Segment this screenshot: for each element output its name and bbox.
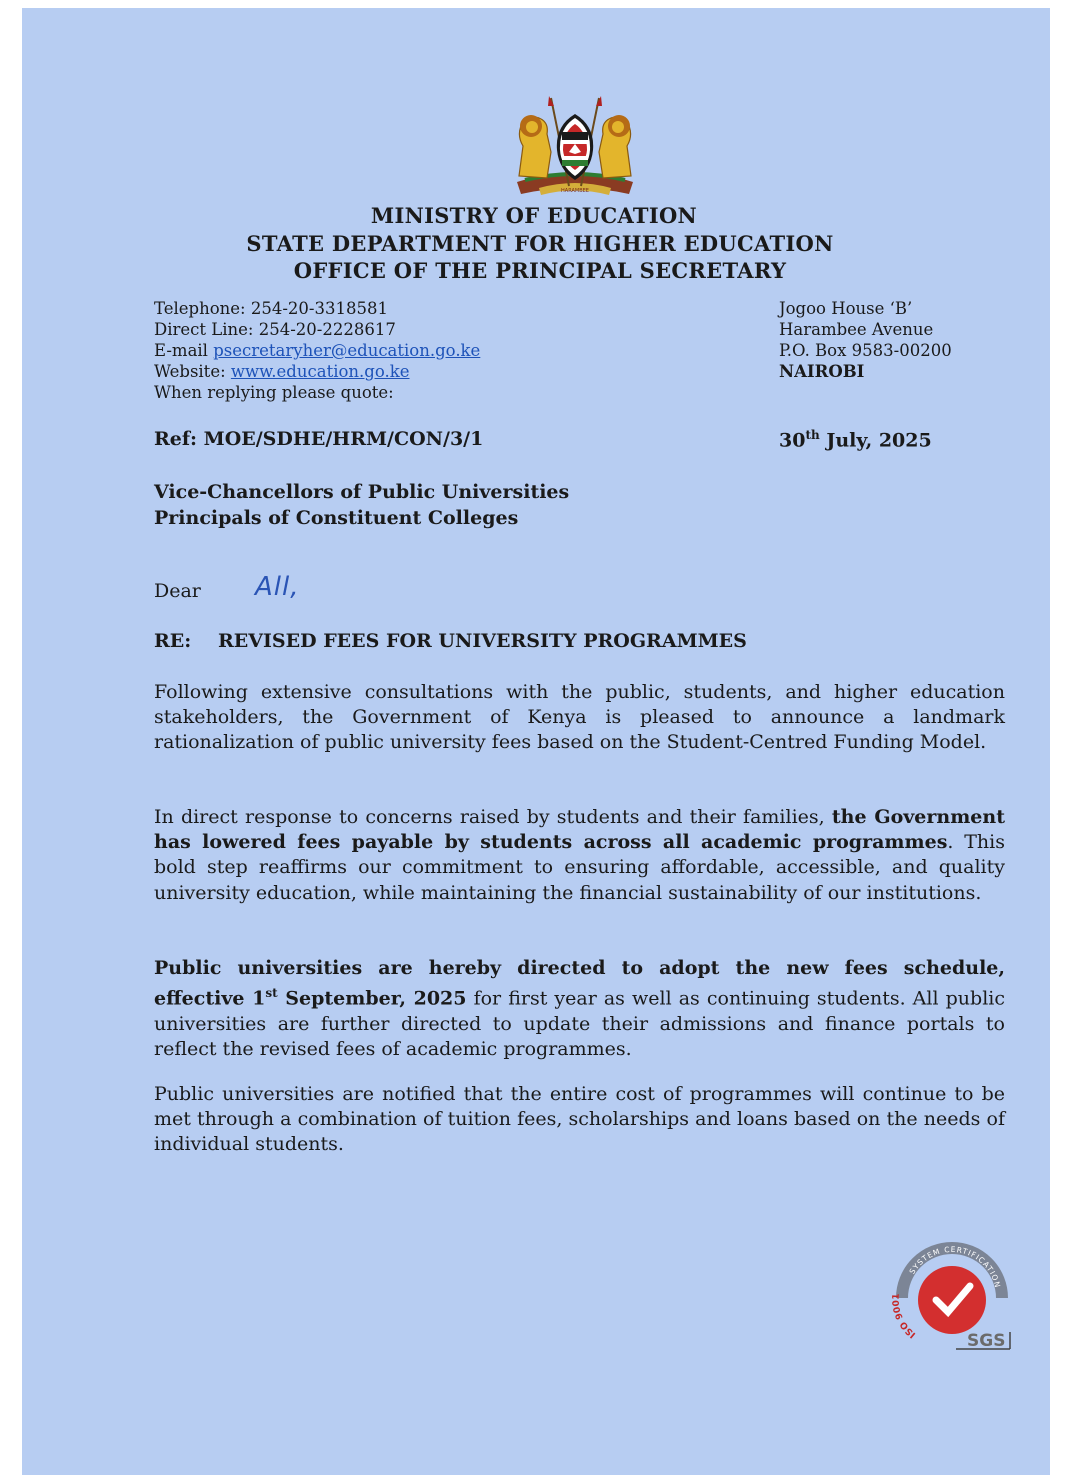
seal-sgs: SGS xyxy=(967,1331,1006,1351)
telephone: Telephone: 254-20-3318581 xyxy=(154,299,388,318)
direct-line: Direct Line: 254-20-2228617 xyxy=(154,320,396,339)
handwritten-salutation: All, xyxy=(255,572,300,602)
coat-of-arms-icon xyxy=(505,96,645,200)
seal-standard: ISO 9001 xyxy=(891,1293,918,1340)
website-line xyxy=(154,361,480,382)
iso-certification-seal xyxy=(886,1238,1018,1356)
email-line xyxy=(154,340,480,361)
reference-number: Ref: MOE/SDHE/HRM/CON/3/1 xyxy=(154,428,484,450)
email-label: E-mail xyxy=(154,341,208,360)
email-link[interactable]: psecretaryher@education.go.ke xyxy=(213,341,481,360)
contact-block xyxy=(154,298,480,403)
paragraph-2-start: In direct response to concerns raised by students and their families, xyxy=(154,806,832,828)
seal-arc-text: SYSTEM CERTIFICATION xyxy=(907,1244,1003,1290)
crest-motto: HARAMBEE xyxy=(561,188,589,194)
paragraph-1: Following extensive consultations with the public, students, and higher education stakeholders, the Government of Kenya is pleased to announce a landmark rationalization of public university fees based on the Student-Centred Funding Model. xyxy=(154,681,1005,754)
website-link[interactable]: www.education.go.ke xyxy=(230,362,410,381)
paragraph-2 xyxy=(154,805,1005,906)
address-line-3: P.O. Box 9583-00200 xyxy=(779,341,952,360)
recipient-line-2: Principals of Constituent Colleges xyxy=(154,507,519,529)
address-city: NAIROBI xyxy=(779,362,865,381)
office-heading: OFFICE OF THE PRINCIPAL SECRETARY xyxy=(293,258,787,283)
salutation: Dear xyxy=(154,580,201,602)
address-line-1: Jogoo House ‘B’ xyxy=(779,299,913,318)
recipient-line-1: Vice-Chancellors of Public Universities xyxy=(154,481,570,503)
address-block xyxy=(779,298,952,382)
address-line-2: Harambee Avenue xyxy=(779,320,934,339)
recipients xyxy=(154,479,569,531)
ministry-heading: MINISTRY OF EDUCATION xyxy=(370,203,698,228)
date-day: 30 xyxy=(779,429,806,452)
paragraph-3-end: for first year as well as continuing students. All public universities are further directed to update their admissions and finance portals to reflect the revised fees of academic programmes. xyxy=(154,987,1005,1060)
website-label: Website: xyxy=(154,362,226,381)
paragraph-3-bold-a: Public universities are hereby directed to adopt the new fees schedule, effective 1 xyxy=(154,957,1005,1010)
date-rest: July, 2025 xyxy=(819,429,932,452)
subject-text: REVISED FEES FOR UNIVERSITY PROGRAMMES xyxy=(218,630,747,652)
paragraph-2-bold: the Government has lowered fees payable by students across all academic programmes xyxy=(154,806,1005,854)
paragraph-3 xyxy=(154,956,1005,1062)
date-suffix: th xyxy=(805,428,820,442)
paragraph-2-end: . This bold step reaffirms our commitment to ensuring affordable, accessible, and quality university education, while maintaining the financial sustainability of our institutions. xyxy=(154,831,1005,904)
reply-note: When replying please quote: xyxy=(154,383,394,402)
svg-text:ISO 9001 xyxy=(892,1293,918,1339)
paragraph-3-sup: st xyxy=(265,986,278,1001)
department-heading: STATE DEPARTMENT FOR HIGHER EDUCATION xyxy=(246,231,834,256)
subject-label: RE: xyxy=(154,630,192,652)
paragraph-4: Public universities are notified that the entire cost of programmes will continue to be met through a combination of tuition fees, scholarships and loans based on the needs of individual students. xyxy=(154,1083,1005,1156)
letter-date xyxy=(779,428,932,451)
subject-line xyxy=(154,630,747,652)
paragraph-3-bold-b: September, 2025 xyxy=(277,987,467,1010)
